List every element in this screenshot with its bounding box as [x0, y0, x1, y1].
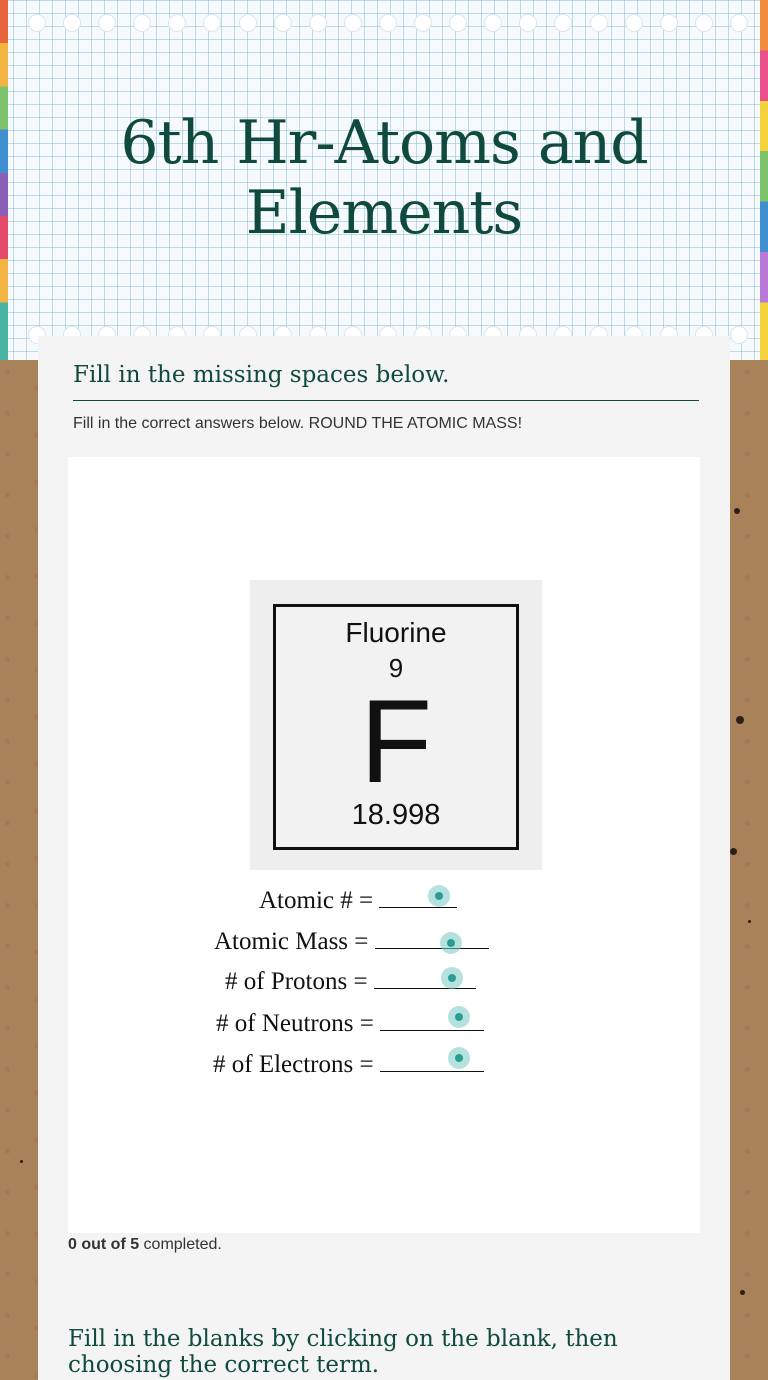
element-name: Fluorine	[345, 617, 447, 648]
background-speck	[730, 848, 737, 855]
answer-dropzone-atomic-number[interactable]	[428, 885, 450, 907]
answer-dropzone-electrons[interactable]	[448, 1047, 470, 1069]
question-row-atomic-number	[259, 887, 457, 915]
answer-dropzone-neutrons[interactable]	[448, 1006, 470, 1028]
question-image-area	[68, 457, 700, 1233]
progress-suffix: completed.	[139, 1236, 222, 1253]
question-row-electrons	[213, 1051, 484, 1079]
answer-dropzone-atomic-mass[interactable]	[440, 932, 462, 954]
element-symbol: F	[359, 676, 433, 808]
progress-count: 0 out of 5	[68, 1236, 140, 1253]
section-title-2: Fill in the blanks by clicking on the blank, then choosing the correct term.	[68, 1326, 618, 1378]
question-row-protons	[225, 968, 476, 996]
section-title: Fill in the missing spaces below.	[73, 362, 450, 388]
graph-paper-header	[0, 0, 768, 360]
element-atomic-mass: 18.998	[351, 799, 441, 831]
question-label: # of Neutrons =	[216, 1010, 374, 1037]
right-color-strip	[760, 0, 768, 360]
instructions-text: Fill in the correct answers below. ROUND THE ATOMIC MASS!	[73, 415, 523, 432]
answer-blank-line	[375, 930, 489, 949]
progress-status	[68, 1236, 222, 1254]
background-speck	[734, 508, 740, 514]
left-color-strip	[0, 0, 8, 360]
background-speck	[748, 920, 751, 923]
question-label: Atomic # =	[259, 887, 374, 914]
background-speck	[20, 1160, 23, 1163]
background-speck	[736, 716, 744, 724]
background-speck	[740, 1290, 745, 1295]
notebook-holes-top	[28, 14, 748, 32]
element-tile	[273, 604, 519, 850]
worksheet-card	[38, 336, 730, 1380]
question-label: Atomic Mass =	[214, 928, 369, 955]
question-label: # of Protons =	[225, 968, 368, 995]
question-row-neutrons	[216, 1010, 484, 1038]
element-atomic-number: 9	[388, 653, 404, 683]
answer-dropzone-protons[interactable]	[441, 967, 463, 989]
page-title: 6th Hr-Atoms and Elements	[120, 108, 648, 248]
question-label: # of Electrons =	[213, 1051, 374, 1078]
section-divider	[73, 400, 699, 401]
